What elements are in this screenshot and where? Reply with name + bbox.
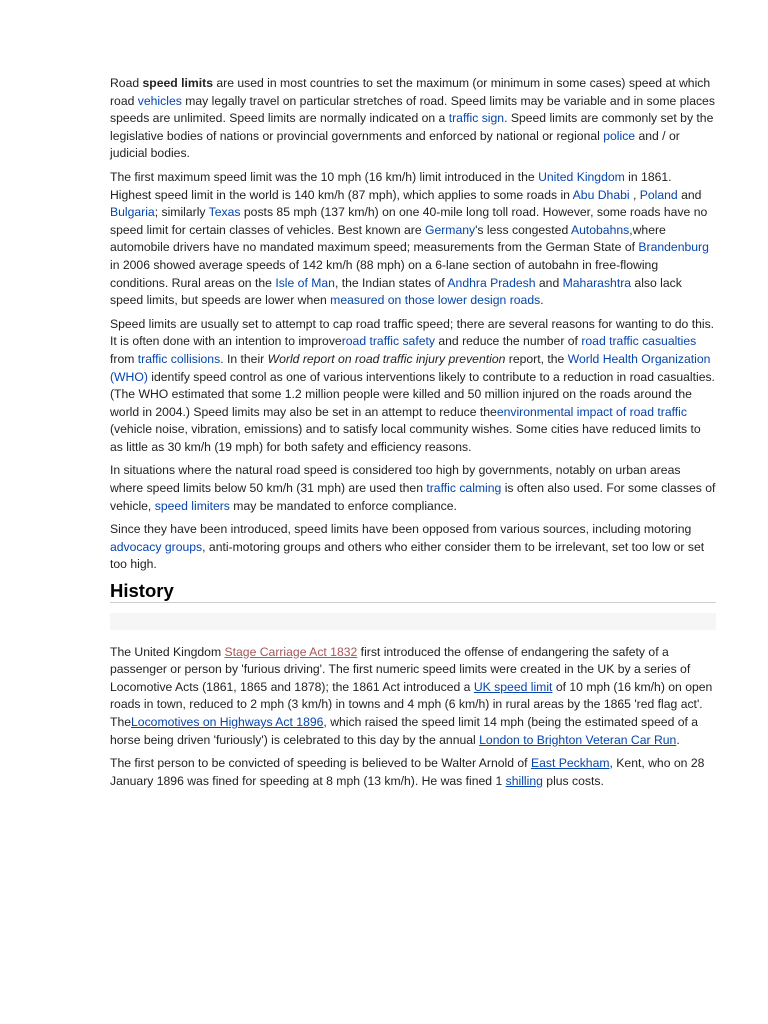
text: in 1861. Highest speed limit in the world is 140 km/h (87 mph), which applies to some roads in [110, 169, 672, 202]
link-autobahns[interactable]: Autobahns [570, 222, 630, 237]
link-brandenburg[interactable]: Brandenburg [638, 240, 709, 255]
link-united-kingdom[interactable]: United Kingdom [538, 169, 625, 184]
text: of 10 mph (16 km/h) on open roads in town, reduced to 2 mph (3 km/h) in towns and 4 mph (6 km/h) in rural areas by the 1865 'red flag act'. The [110, 679, 713, 729]
text: The first person to be convicted of speeding is believed to be Walter Arnold of [110, 756, 531, 771]
opposition-paragraph [110, 521, 716, 574]
text: Since they have been introduced, speed limits have been opposed from various sources, including motoring [110, 522, 692, 537]
link-maharashtra[interactable]: Maharashtra [562, 275, 632, 290]
text: is often also used. For some classes of vehicle, [110, 481, 716, 513]
history-paragraph [110, 644, 716, 750]
text: , [629, 187, 640, 202]
text: , the Indian states of [334, 275, 448, 290]
text: . In their [220, 351, 268, 366]
text: and [535, 275, 563, 290]
text: may be mandated to enforce compliance. [229, 498, 457, 513]
link-road-traffic-casualties[interactable]: road traffic casualties [581, 334, 697, 349]
text: . [540, 293, 544, 308]
text: . [676, 732, 680, 747]
link-east-peckham[interactable]: East Peckham [530, 756, 610, 771]
text: from [110, 351, 138, 366]
text: . Speed limits are commonly set by the legislative bodies of nations or provincial governments and enforced by national or regional [110, 111, 714, 143]
text: ; similarly [154, 205, 209, 220]
text: The first maximum speed limit was the 10 mph (16 km/h) limit introduced in the [110, 169, 539, 184]
text: Speed limits are usually set to attempt to cap road traffic speed; there are several reasons for wanting to do this. It is often done with an intention to improve [110, 316, 715, 349]
text: report, the [505, 351, 568, 366]
link-environmental-impact[interactable]: environmental impact of road traffic [496, 404, 687, 419]
italic-report-title: World report on road traffic injury prevention [267, 351, 506, 366]
link-poland[interactable]: Poland [639, 187, 678, 202]
text: 's less congested [475, 222, 571, 237]
text: and / or judicial bodies. [110, 128, 680, 161]
intro-paragraph [110, 75, 716, 163]
text: also lack speed limits, but speeds are lower when [110, 275, 682, 308]
text: identify speed control as one of various interventions likely to contribute to a reduction in road casualties. (The WHO estimated that some 1.2 million people were killed and 50 million injured on the roads around the world in 2004.) Speed limits may also be set in an attempt to reduce the [110, 369, 715, 419]
link-andhra-pradesh[interactable]: Andhra Pradesh [447, 275, 536, 290]
link-traffic-collisions[interactable]: traffic collisions [137, 351, 221, 366]
divider-band [110, 613, 716, 630]
link-germany[interactable]: Germany [424, 222, 476, 237]
text: may legally travel on particular stretches of road. Speed limits may be variable and in some places speeds are unlimited. Speed limits are normally indicated on a [110, 93, 715, 126]
link-uk-speed-limit[interactable]: UK speed limit [473, 679, 553, 694]
text: , Kent, who on 28 January 1896 was fined for speeding at 8 mph (13 km/h). He was fined 1 [110, 756, 705, 788]
text: first introduced the offense of endangering the safety of a passenger or person by 'furious driving'. The first numeric speed limits were created in the UK by a series of Locomotive Acts (1861, 1865 and 1878); the 1861 Act introduced a [110, 644, 691, 694]
link-london-to-brighton[interactable]: London to Brighton Veteran Car Run [479, 732, 677, 747]
traffic-calming-paragraph [110, 462, 716, 515]
link-police[interactable]: police [603, 128, 636, 143]
text: and [677, 187, 702, 202]
link-stage-carriage-act[interactable]: Stage Carriage Act 1832 [224, 644, 358, 659]
link-measured-on-lower-design-roads[interactable]: measured on those lower design roads [330, 293, 541, 308]
first-speed-limit-paragraph [110, 169, 716, 310]
link-bulgaria[interactable]: Bulgaria [110, 205, 155, 220]
link-locomotives-act-1896[interactable]: Locomotives on Highways Act 1896 [131, 715, 324, 729]
link-road-traffic-safety[interactable]: road traffic safety [341, 334, 435, 349]
link-vehicles[interactable]: vehicles [137, 93, 182, 108]
text: posts 85 mph (137 km/h) on one 40-mile long toll road. However, some roads have no speed limit for certain classes of vehicles. Best known are [110, 205, 708, 237]
text: (vehicle noise, vibration, emissions) and to satisfy local community wishes. Some cities have reduced limits to as little as 30 km/h (19 mph) for both safety and efficiency reasons. [110, 422, 701, 454]
text: , which raised the speed limit 14 mph (being the estimated speed of a horse being driven 'furiously') is celebrated to this day by the annual [110, 715, 699, 747]
text: , [629, 222, 633, 237]
article-body [110, 75, 716, 796]
link-speed-limiters[interactable]: speed limiters [154, 498, 230, 513]
text: In situations where the natural road speed is considered too high by governments, notably on urban areas where speed limits below 50 km/h (31 mph) are used then [110, 463, 681, 496]
text: in 2006 showed average speeds of 142 km/h (88 mph) on a 6-lane section of autobahn in free-flowing conditions. Rural areas on the [110, 257, 659, 290]
first-conviction-paragraph [110, 755, 716, 790]
link-traffic-sign[interactable]: traffic sign [448, 111, 505, 126]
link-isle-of-man[interactable]: Isle of Man [275, 275, 335, 290]
text: where automobile drivers have no mandated maximum speed; measurements from the German State of [110, 222, 666, 255]
link-shilling[interactable]: shilling [505, 773, 543, 788]
link-traffic-calming[interactable]: traffic calming [426, 481, 502, 496]
link-texas[interactable]: Texas [208, 205, 241, 220]
link-who[interactable]: World Health Organization (WHO) [110, 351, 711, 384]
text: , anti-motoring groups and others who either consider them to be irrelevant, set too low or set too high. [110, 539, 705, 572]
text: The United Kingdom [110, 644, 225, 659]
text: and reduce the number of [434, 334, 582, 349]
link-abu-dhabi[interactable]: Abu Dhabi [572, 187, 630, 202]
link-advocacy-groups[interactable]: advocacy groups [110, 539, 203, 554]
purpose-paragraph [110, 316, 716, 457]
text: Road [110, 76, 143, 90]
history-heading: History [110, 580, 716, 603]
text: plus costs. [542, 773, 604, 788]
bold-term: speed limits [142, 76, 213, 90]
text: are used in most countries to set the maximum (or minimum in some cases) speed at which road [110, 76, 711, 108]
